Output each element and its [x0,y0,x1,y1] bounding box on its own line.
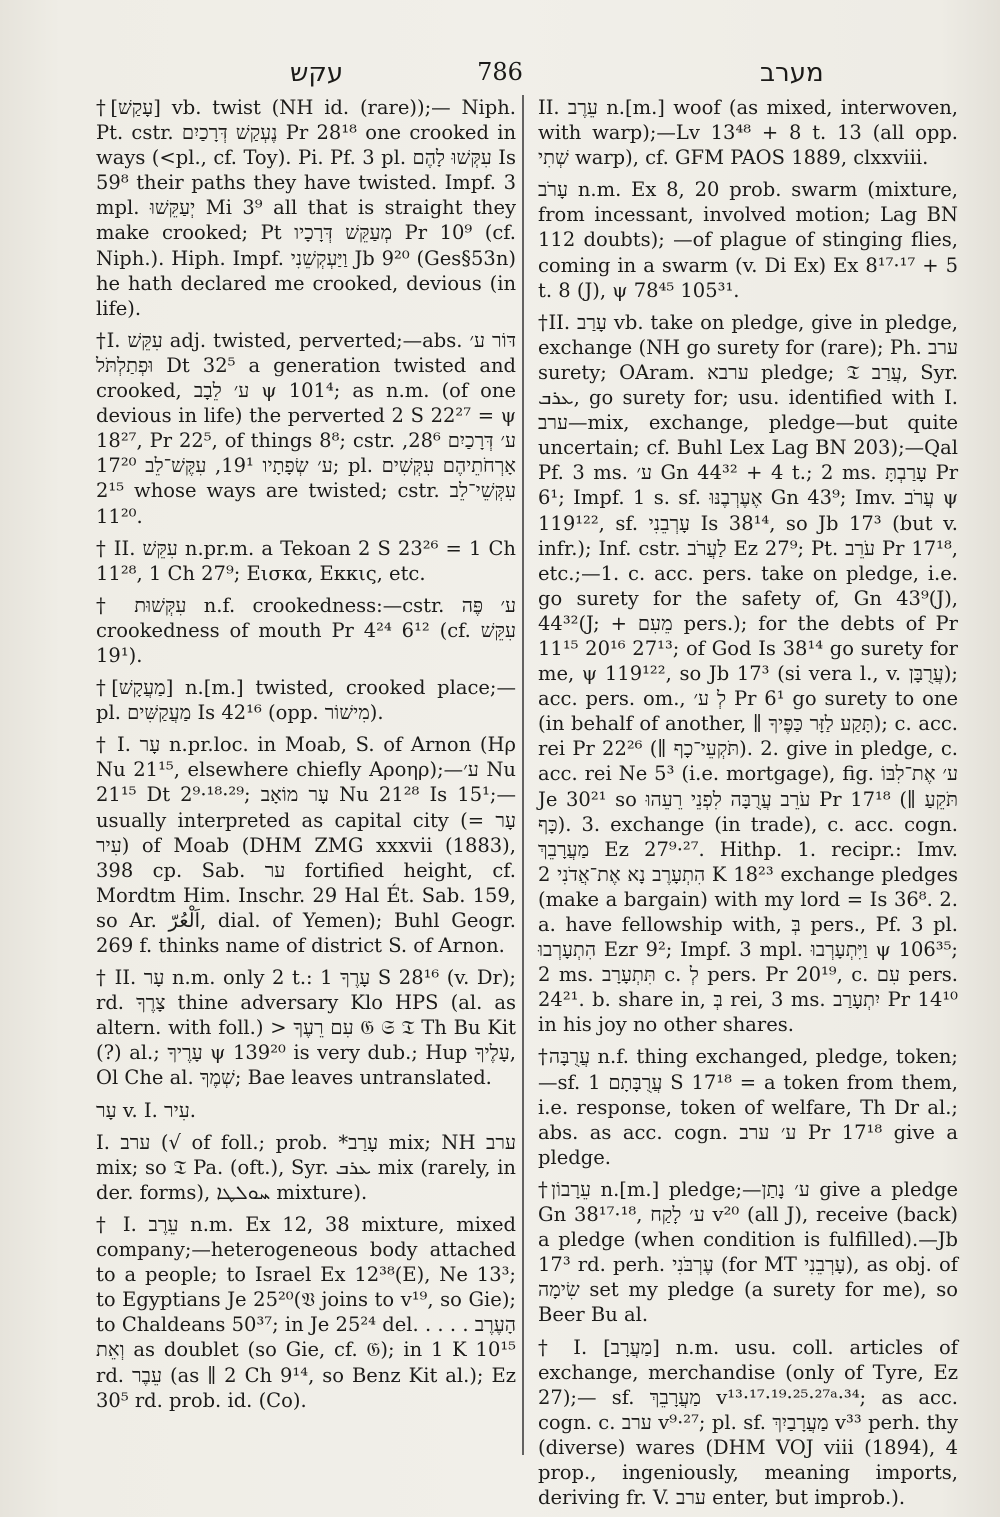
right-column [538,95,958,1517]
entry: †I. עִקֵּשׁ adj. twisted, perverted;—abs. דּוֹר ע׳ וּפְתַלְתֹּל Dt 32⁵ a generation twisted and crooked, ע׳ לֵבָב ψ 101⁴; as n.m. (of one devious in life) the perverted 2 S 22²⁷ = ψ 18²⁷, Pr 22⁵, of things 8⁸; cstr. ע׳ דְּרָכַיִם 28⁶, ע׳ שְׂפָתָיו 19¹, עִקֶּשׁ־לֵב 17²⁰; pl. אָרְחֹתֵיהֶם עִקְּשִׁים 2¹⁵ whose ways are twisted; cstr. עִקְּשֵׁי־לֵב 11²⁰. [96,328,516,528]
entry: † I. [מַעֲרָב] n.m. usu. coll. articles of exchange, merchandise (only of Tyre, Ez 27);— sf. מַעֲרָבֵךְ v¹³·¹⁷·¹⁹·²⁵·²⁷ᵃ·³⁴; as acc. cogn. c. ערב v⁹·²⁷; pl. sf. מַעֲרָבַיִךְ v³³ perh. thy (diverse) wares (DHM VOJ viii (1894), 4 prop., ingeniously, meaning imports, deriving fr. V. ערב enter, but improb.). [538,1335,958,1510]
left-column [96,95,516,1420]
entry: † II. עָר n.m. only 2 t.: עָרֶךָ 1 S 28¹⁶ (v. Dr); rd. צָרֶךָ thine adversary Klo HPS (al. as altern. with foll.) > עִם רֵעֶךָ 𝔊 𝔖 𝔗 Th Bu Kit (?) al.; עָרֶיךָ ψ 139²⁰ is very dub.; Hup עָלֶיךָ, Ol Che al. שְׁמֶךָ; Bae leaves untranslated. [96,966,516,1090]
entry: † I. עֵרֶב n.m. Ex 12, 38 mixture, mixed company;—heterogeneous body attached to a people; to Israel Ex 12³⁸(E), Ne 13³; to Egyptians Je 25²⁰(𝔙 joins to v¹⁹, so Gie); to Chaldeans 50³⁷; in Je 25²⁴ del. הָעֶרֶב . . . . וְאֵת as doublet (so Gie, cf. 𝔊); in 1 K 10¹⁵ rd. עֵבֶר (as ∥ 2 Ch 9¹⁴, so Benz Kit al.); Ez 30⁵ rd. prob. id. (Co). [96,1212,516,1412]
page-number: 786 [477,58,523,86]
entry: עָר v. I. עִיר. [96,1098,196,1122]
running-head-left: עקש [290,58,344,88]
entry: † עִקְּשׁוּת n.f. crookedness:—cstr. ע׳ פֶּה crookedness of mouth Pr 4²⁴ 6¹² (cf. עִקֵּשׁ 19¹). [96,593,516,667]
column-divider [522,95,524,1455]
entry: I. ערב (√ of foll.; prob. *עָרַב mix; NH ערב mix; so 𝔗 Pa. (oft.), Syr. ܥܪܒ mix (rarely, in der. forms), ܚܘܠܛܐ mixture). [96,1130,516,1204]
running-head-right: מערב [760,58,824,88]
entry: †עֵרָבוֹן n.[m.] pledge;—ע׳ נָתַן give a pledge Gn 38¹⁷·¹⁸, ע׳ לָקַח v²⁰ (all J), receive (back) a pledge (when condition is fulfilled).—Jb 17³ rd. perh. עֶרְבֹּנִי (for MT עָרְבֵנִי), as obj. of שִׂימָה set my pledge (a surety for me), so Beer Bu al. [538,1177,958,1327]
entry: † I. עָר n.pr.loc. in Moab, S. of Arnon (Ηρ Nu 21¹⁵, elsewhere chiefly Αροηρ);—ע׳ Nu 21¹⁵ Dt 2⁹·¹⁸·²⁹; עָר מוֹאָב Nu 21²⁸ Is 15¹;—usually interpreted as capital city (עָר = עִיר) of Moab (DHM ZMG xxxvii (1883), 398 cp. Sab. ער fortified height, cf. Mordtm Him. Inschr. 29 Hal Ét. Sab. 159, so Ar. اَلْعُرّ, dial. of Yemen); Buhl Geogr. 269 f. thinks name of district S. of Arnon. [96,733,516,957]
entry: † II. עִקֵּשׁ n.pr.m. a Tekoan 2 S 23²⁶ = 1 Ch 11²⁸, 1 Ch 27⁹; Εισκα, Εκκις, etc. [96,536,516,585]
entry: †[עָקַשׁ] vb. twist (NH id. (rare));— Niph. Pt. cstr. נֶעְקַשׁ דְּרָכַיִם Pr 28¹⁸ one crooked in ways (<pl., cf. Toy). Pi. Pf. 3 pl. עִקְּשׁוּ לָהֶם Is 59⁸ their paths they have twisted. Impf. 3 mpl. יְעַקֵּשׁוּ Mi 3⁹ all that is straight they make crooked; Pt מְעַקֵּשׁ דְּרָכָיו Pr 10⁹ (cf. Niph.). Hiph. Impf. וַיַּעְקְשֵׁנִי Jb 9²⁰ (Ges§53n) he hath declared me crooked, devious (in life). [96,96,517,320]
entry: II. עֵרֶב n.[m.] woof (as mixed, interwoven, with warp);—Lv 13⁴⁸ + 8 t. 13 (all opp. שְׁתִי warp), cf. GFM PAOS 1889, clxxviii. [538,96,958,170]
entry: עָרֹב n.m. Ex 8, 20 prob. swarm (mixture, from incessant, involved motion; Lag BN 112 doubts); —of plague of stinging flies, coming in a swarm (v. Di Ex) Ex 8¹⁷·¹⁷ + 5 t. 8 (J), ψ 78⁴⁵ 105³¹. [538,178,958,302]
page-header [0,58,1000,92]
entry: †[מַעֲקָשׁ] n.[m.] twisted, crooked place;— pl. מַעֲקַשִּׁים Is 42¹⁶ (opp. מִישׁוֹר). [96,676,516,725]
entry: †עֲרֻבָּה n.f. thing exchanged, pledge, token;—sf. עֲרֻבָּתָם 1 S 17¹⁸ = a token from them, i.e. response, token of welfare, Th Dr al.; abs. as acc. cogn. ע׳ ערב Pr 17¹⁸ give a pledge. [538,1045,959,1169]
entry: †II. עָרַב vb. take on pledge, give in pledge, exchange (NH go surety for (rare); Ph. ערב surety; OAram. ערבא pledge; 𝔗 עֲרַב, Syr. ܥܪܒ, go surety for; usu. identified with I. ערב—mix, exchange, pledge—but quite uncertain; cf. Buhl Lex Lag BN 203);—Qal Pf. 3 ms. ע׳ Gn 44³² + 4 t.; 2 ms. עָרַבְתָּ Pr 6¹; Impf. 1 s. sf. אֶעֶרְבֶנּוּ Gn 43⁹; Imv. עֲרֹב ψ 119¹²², sf. עָרְבֵנִי Is 38¹⁴, so Jb 17³ (but v. infr.); Inf. cstr. לַעֲרֹב Ez 27⁹; Pt. עֹרֵב Pr 17¹⁸, etc.;—1. c. acc. pers. take on pledge, i.e. go surety for the safety of, Gn 43⁹(J), 44³²(J; + מֵעִם pers.); for the debts of Pr 11¹⁵ 20¹⁶ 27¹³; of God Is 38¹⁴ go surety for me, ψ 119¹²², so Jb 17³ (si vera l., v. עֲרֻבָּן); acc. pers. om., לְ ע׳ Pr 6¹ go surety to one (in behalf of another, ∥ תָּקַע לַזָּר כַּפֶּיךָ); c. acc. rei Pr 22²⁶ (∥ תֹּקְעֵי־כָף). 2. give in pledge, c. acc. rei Ne 5³ (i.e. mortgage), fig. ע׳ אֶת־לִבּוֹ Je 30²¹ so עֹרֵב עֲרֻבָּה לִפְנֵי רֵעֵהוּ Pr 17¹⁸ (∥ תֹּקֵעַ כָּף). 3. exchange (in trade), c. acc. cogn. מַעֲרָבֵךְ Ez 27⁹·²⁷. Hithp. 1. recipr.: Imv. הִתְעָרֶב נָא אֶת־אֲדֹנִי 2 K 18²³ exchange pledges (make a bargain) with my lord = Is 36⁸. 2. a. have fellowship with, בְּ pers., Pf. 3 pl. הִתְעָרְבוּ Ezr 9²; Impf. 3 mpl. וַיִּתְעָרְבוּ ψ 106³⁵; 2 ms. תִּתְעָרָב c. לְ pers. Pr 20¹⁹, c. עִם pers. 24²¹. b. share in, בְּ rei, 3 ms. יִתְעָרַב Pr 14¹⁰ in his joy no other shares. [538,310,959,1037]
